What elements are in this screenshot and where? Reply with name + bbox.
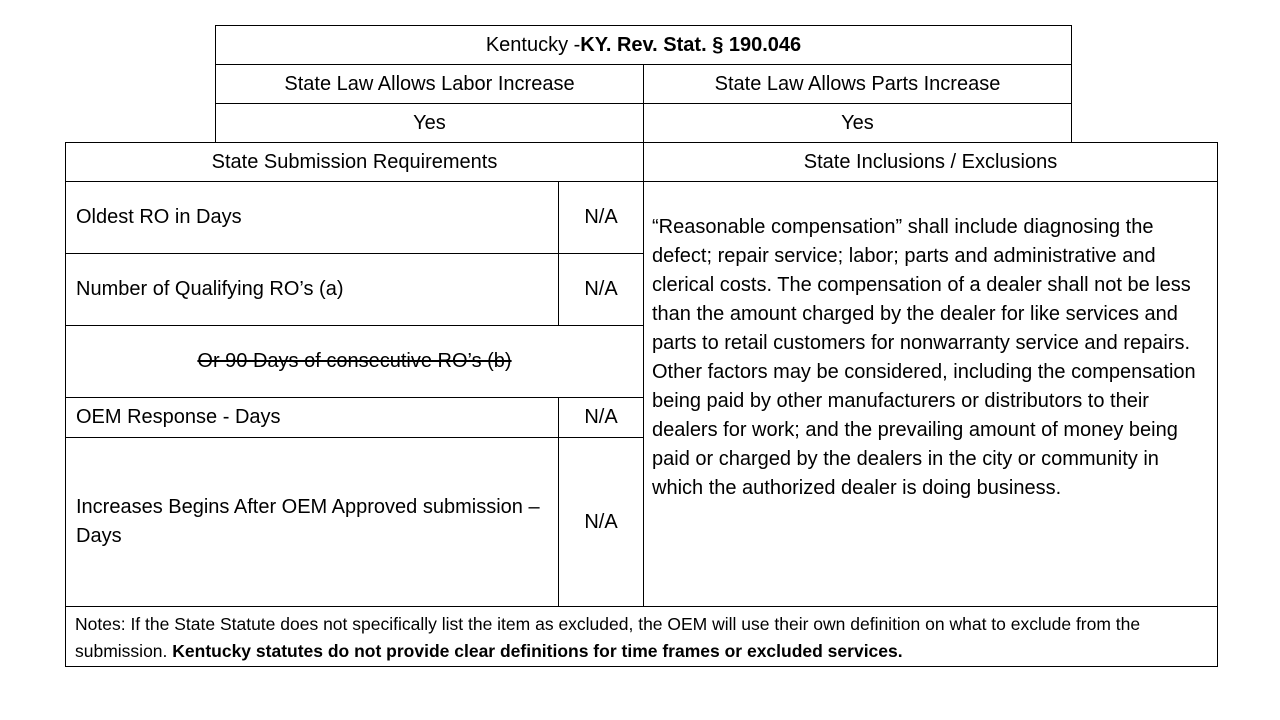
oem-response-label: OEM Response - Days [76, 406, 281, 428]
increase-begins-value: N/A [584, 510, 618, 533]
table-row-label [65, 253, 558, 325]
inclusions-paragraph-2: Other factors may be considered, including the compensation being paid by other manufacturers or distributors to their dealers for work; and the prevailing amount of money being paid or charged by the dealers in the city or community in which the authorized dealer is doing business. [652, 361, 1196, 499]
labor-value-cell [215, 103, 643, 142]
notes-text [75, 611, 1210, 665]
parts-header: State Law Allows Parts Increase [714, 72, 1001, 95]
consecutive-ros-label: Or 90 Days of consecutive RO’s (b) [197, 350, 512, 372]
labor-header-cell [215, 64, 643, 103]
statute-title-cell [215, 25, 1072, 64]
notes-bold: Kentucky statutes do not provide clear definitions for time frames or excluded services. [172, 641, 903, 661]
table-row-value [558, 397, 643, 437]
increase-begins-label: Increases Begins After OEM Approved submission – Days [76, 496, 540, 547]
inclusions-paragraph-1: “Reasonable compensation” shall include diagnosing the defect; repair service; labor; parts and administrative and clerical costs. The compensation of a dealer shall not be less than the amount charged by the dealer for like services and parts to retail customers for nonwarranty service and repairs. [652, 216, 1191, 354]
state-name: Kentucky - [485, 33, 581, 56]
qualifying-ros-label: Number of Qualifying RO’s (a) [76, 278, 344, 300]
oldest-ro-label: Oldest RO in Days [76, 206, 242, 228]
inclusions-header-cell [643, 142, 1218, 181]
table-row-label [65, 437, 558, 606]
parts-value-cell [643, 103, 1072, 142]
oldest-ro-value: N/A [584, 206, 618, 228]
labor-value: Yes [413, 111, 446, 134]
parts-value: Yes [841, 111, 874, 134]
oem-response-value: N/A [584, 406, 618, 428]
table-row-label [65, 397, 558, 437]
statute-reference: KY. Rev. Stat. § 190.046 [580, 33, 802, 56]
qualifying-ros-value: N/A [584, 278, 618, 300]
table-row-merged [65, 325, 643, 397]
table-row-value [558, 253, 643, 325]
inclusions-text [652, 213, 1210, 503]
inclusions-header: State Inclusions / Exclusions [803, 150, 1058, 173]
requirements-header-cell [65, 142, 643, 181]
table-row-label [65, 181, 558, 253]
requirements-header: State Submission Requirements [211, 150, 498, 173]
parts-header-cell [643, 64, 1072, 103]
notes-body: Notes: If the State Statute does not specifically list the item as excluded, the OEM will use their own definition on what to exclude from the submission. [75, 614, 1141, 661]
table-row-value [558, 437, 643, 606]
table-row-value [558, 181, 643, 253]
labor-header: State Law Allows Labor Increase [284, 72, 575, 95]
